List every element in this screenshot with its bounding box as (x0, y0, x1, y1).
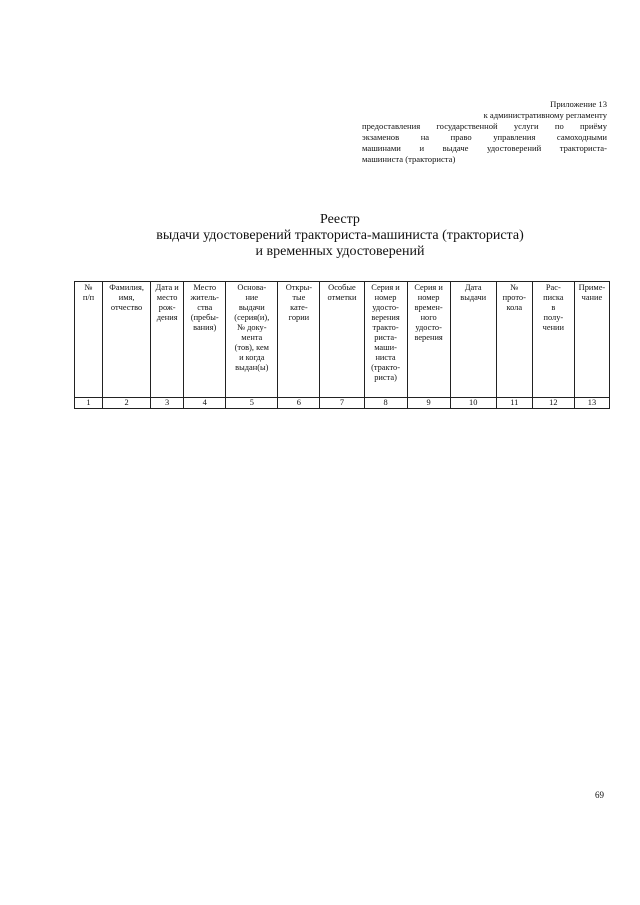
column-header: Серия и номер времен- ного удосто- верения (407, 282, 450, 398)
column-header: Серия и номер удосто- верения тракто- риста- маши- ниста (тракто- риста) (364, 282, 407, 398)
column-header: № п/п (75, 282, 103, 398)
appendix-text-line: экзаменов на право управления самоходными (362, 132, 607, 142)
column-number: 1 (75, 398, 103, 409)
column-number: 7 (320, 398, 364, 409)
appendix-text-line: машинами и выдаче удостоверений тракториста- (362, 143, 607, 153)
column-number: 3 (151, 398, 184, 409)
appendix-text-line: предоставления государственной услуги по приёму (362, 121, 607, 131)
column-number: 2 (103, 398, 151, 409)
column-header: Особые отметки (320, 282, 364, 398)
column-number: 13 (574, 398, 609, 409)
page-number: 69 (595, 790, 604, 800)
title-line: Реестр (320, 212, 360, 227)
column-number: 11 (496, 398, 532, 409)
column-number: 9 (407, 398, 450, 409)
column-header: Место житель- ства (пребы- вания) (184, 282, 226, 398)
document-title (80, 212, 600, 260)
column-header: Основа- ние выдачи (серия(и), № доку- мента (тов), кем и когда выдан(ы) (226, 282, 278, 398)
appendix-reference: к административному регламенту (483, 110, 607, 120)
column-number: 6 (278, 398, 320, 409)
column-header: Откры- тые кате- гории (278, 282, 320, 398)
column-header: Рас- писка в полу- чении (532, 282, 574, 398)
column-header: № прото- кола (496, 282, 532, 398)
appendix-number: Приложение 13 (550, 99, 607, 109)
column-header: Приме- чание (574, 282, 609, 398)
column-header: Фамилия, имя, отчество (103, 282, 151, 398)
column-number: 8 (364, 398, 407, 409)
title-line: и временных удостоверений (255, 244, 425, 259)
appendix-text-line: машиниста (тракториста) (362, 154, 456, 164)
column-number: 4 (184, 398, 226, 409)
table-header-row (75, 282, 610, 398)
column-number: 12 (532, 398, 574, 409)
column-number: 5 (226, 398, 278, 409)
register-table (74, 281, 610, 409)
column-header: Дата и место рож- дения (151, 282, 184, 398)
column-number-row (75, 398, 610, 409)
appendix-note (362, 99, 607, 165)
column-header: Дата выдачи (450, 282, 496, 398)
title-line: выдачи удостоверений тракториста-машиниста (тракториста) (156, 228, 524, 243)
column-number: 10 (450, 398, 496, 409)
